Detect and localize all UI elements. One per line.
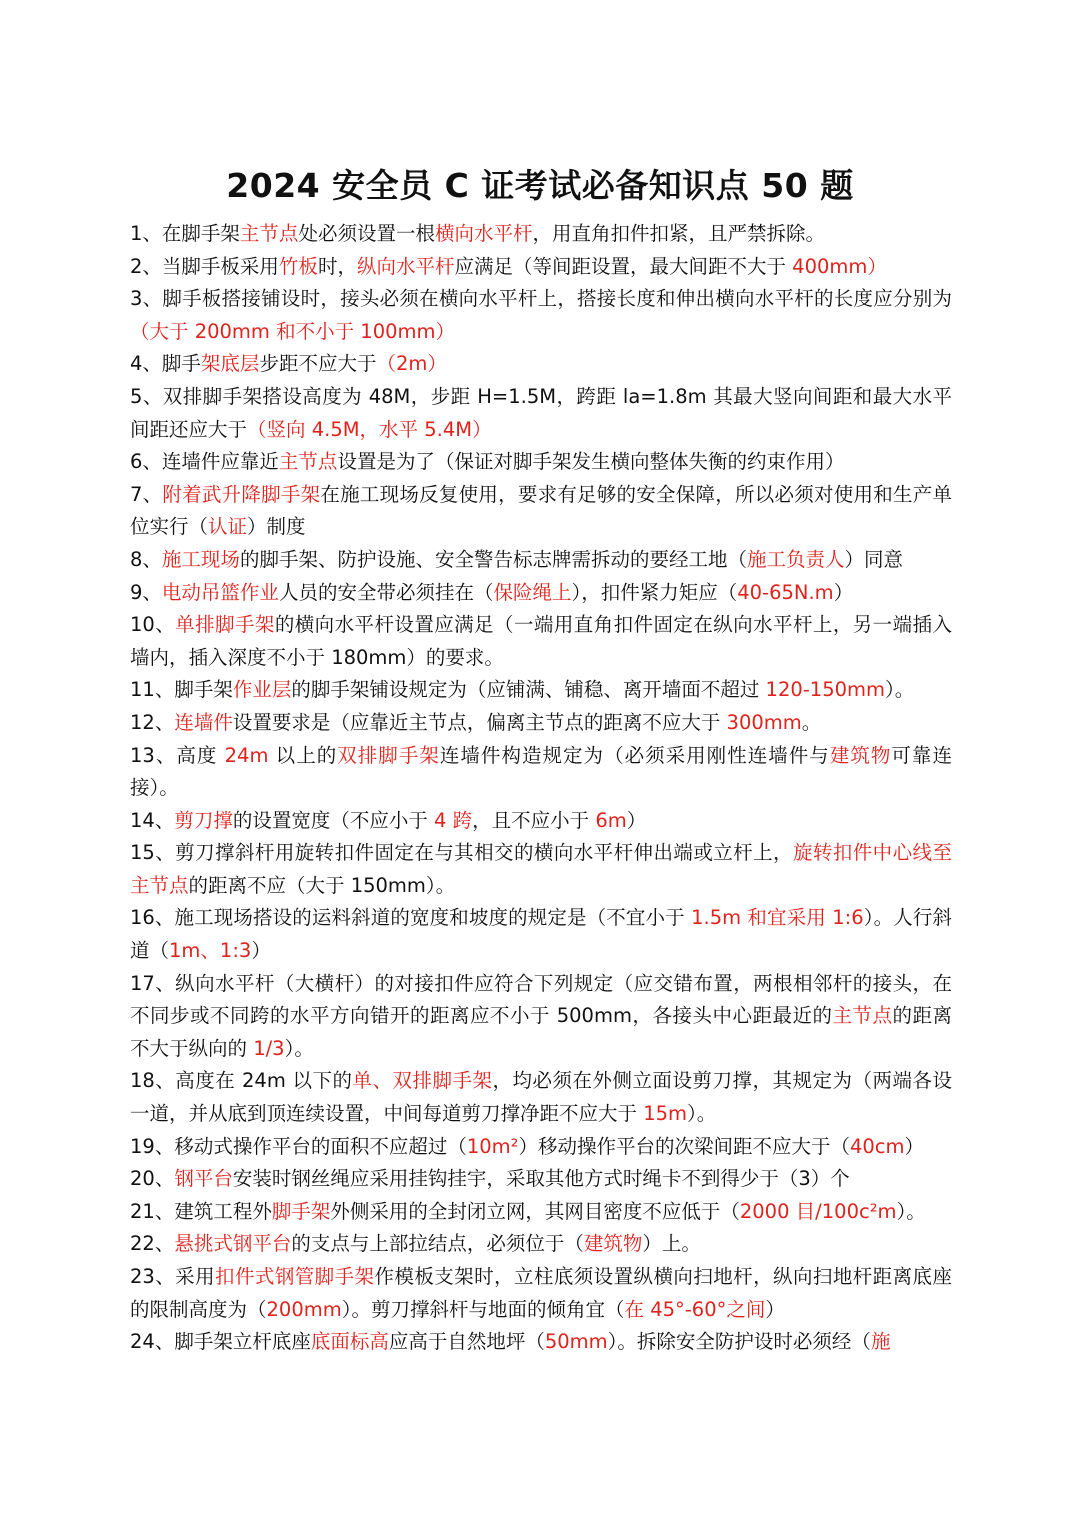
question-text: 的距离不大于纵向的 <box>130 1004 952 1060</box>
answer-highlight: （2m） <box>376 352 447 376</box>
answer-highlight: 2000 目/100c²m <box>739 1199 897 1223</box>
answer-highlight: 旋转扣件中心线至主节点 <box>130 841 952 897</box>
question-text: 设置是为了（保证对脚手架发生横向整体失衡的约束作用） <box>337 450 845 474</box>
answer-highlight: 竹板 <box>278 254 318 278</box>
answer-highlight: 1m、1:3 <box>169 939 252 963</box>
question-text: ） <box>765 1297 785 1321</box>
question-text: 设置要求是（应靠近主节点，偏离主节点的距离不应大于 <box>232 710 727 734</box>
question-item-16 <box>130 902 952 967</box>
answer-highlight: 连墙件 <box>174 710 233 734</box>
question-text: 在施工现场反复使用，要求有足够的安全保障，所以必须对使用和生产单位实行（ <box>130 482 952 539</box>
question-text: 11、脚手架 <box>130 678 233 702</box>
question-text: ，均必须在外侧立面设剪刀撑，其规定为（两端各设一道，并从底到顶连续设置，中间每道剪刀撑净距不应大于 <box>130 1069 952 1126</box>
question-item-23 <box>130 1261 952 1326</box>
question-text: 步距不应大于 <box>259 352 377 376</box>
answer-highlight: 50mm <box>544 1330 608 1354</box>
question-text: ）制度 <box>247 515 306 539</box>
question-text: 应高于自然地坪（ <box>388 1330 545 1354</box>
answer-highlight: 电动吊篮作业 <box>161 580 279 604</box>
answer-highlight: （竖向 4.5M，水平 5.4M） <box>247 417 492 441</box>
question-text: 17、纵向水平杆（大横杆）的对接扣件应符合下列规定（应交错布置，两根相邻杆的接头，在不同步或不同跨的水平方向错开的距离应不小于 500mm，各接头中心距最近的 <box>130 971 952 1028</box>
answer-highlight: 施 <box>870 1330 891 1354</box>
question-text: ） <box>904 1134 925 1158</box>
question-item-8 <box>130 544 952 577</box>
question-text: 1、在脚手架 <box>130 222 240 245</box>
answer-highlight: 底面标高 <box>310 1330 389 1354</box>
answer-highlight: 6m <box>595 808 627 832</box>
answer-highlight: 架底层 <box>200 352 260 376</box>
question-text: 的设置宽度（不应小于 <box>232 808 435 832</box>
answer-highlight: 主节点 <box>239 222 299 245</box>
question-text: 14、 <box>130 808 175 832</box>
question-item-7 <box>130 479 952 544</box>
question-text: 的支点与上部拉结点，必须位于（ <box>291 1232 584 1256</box>
question-text: 24、脚手架立杆底座 <box>130 1330 311 1354</box>
question-text: 19、移动式操作平台的面积不应超过（ <box>130 1134 467 1158</box>
answer-highlight: 施工现场 <box>161 547 240 571</box>
answer-highlight: 300mm <box>726 710 802 734</box>
question-item-9 <box>130 577 952 610</box>
answer-highlight: 双排脚手架 <box>337 743 440 767</box>
question-text: 22、 <box>130 1232 175 1256</box>
question-text: ）。拆除安全防护设时必须经（ <box>607 1330 871 1354</box>
question-item-15 <box>130 837 952 902</box>
answer-highlight: 400mm） <box>792 254 887 278</box>
question-text: ） <box>251 939 271 963</box>
question-text: 的脚手架、防护设施、安全警告标志牌需拆动的要经工地（ <box>239 547 747 571</box>
question-text: 安装时钢丝绳应采用挂钩挂宇，采取其他方式时绳卡不到得少于（3）个 <box>232 1167 850 1191</box>
question-text: ）上。 <box>642 1232 701 1256</box>
question-text: ）。 <box>284 1036 314 1060</box>
question-text: ）移动操作平台的次梁间距不应大于（ <box>518 1134 850 1158</box>
question-item-14 <box>130 805 952 838</box>
question-item-1 <box>130 218 952 251</box>
question-text: 可靠连接）。 <box>130 743 952 800</box>
question-text: 6、连墙件应靠近 <box>130 450 279 474</box>
document-title: 2024 安全员 C 证考试必备知识点 50 题 <box>226 166 854 206</box>
question-text: 15、剪刀撑斜杆用旋转扣件固定在与其相交的横向水平杆伸出端或立杆上， <box>130 841 793 865</box>
question-text: 连墙件构造规定为（必须采用刚性连墙件与 <box>439 743 830 767</box>
question-text: ）。 <box>896 1199 926 1223</box>
question-text: 以上的 <box>268 743 338 767</box>
answer-highlight: 悬挑式钢平台 <box>174 1232 292 1256</box>
question-text: 的横向水平杆设置应满足（一端用直角扣件固定在纵向水平杆上，另一端插入墙内，插入深度不小于 180mm）的要求。 <box>130 613 952 669</box>
question-item-24 <box>130 1326 952 1359</box>
question-text: 13、高度 <box>130 743 225 767</box>
question-text: 应满足（等间距设置，最大间距不大于 <box>454 254 793 278</box>
question-item-13 <box>130 740 952 805</box>
question-text: 18、高度在 24m 以下的 <box>130 1069 353 1093</box>
answer-highlight: 单排脚手架 <box>175 613 275 637</box>
question-text: ）同意 <box>844 547 903 571</box>
question-text: 的脚手架铺设规定为（应铺满、铺稳、离开墙面不超过 <box>291 678 766 702</box>
question-text: 10、 <box>130 613 176 637</box>
answer-highlight: 保险绳上 <box>493 580 572 604</box>
question-text: 。 <box>801 710 822 734</box>
answer-highlight: 建筑物 <box>829 743 892 767</box>
question-list <box>130 218 952 1359</box>
question-item-17 <box>130 968 952 1066</box>
question-text: 2、当脚手板采用 <box>130 254 279 278</box>
question-text: ，用直角扣件扣紧，且严禁拆除。 <box>532 222 825 245</box>
question-item-11 <box>130 674 952 707</box>
question-text: 7、 <box>130 482 163 506</box>
answer-highlight: 1/3 <box>253 1036 285 1060</box>
question-text: ），扣件紧力矩应（ <box>571 580 738 604</box>
answer-highlight: 建筑物 <box>583 1232 643 1256</box>
question-text: 5、双排脚手架搭设高度为 48M，步距 H=1.5M，跨距 la=1.8m 其最大竖向间距和最大水平间距还应大于 <box>130 384 952 441</box>
answer-highlight: 在 45°-60°之间 <box>624 1297 766 1321</box>
answer-highlight: 120-150mm <box>765 678 886 702</box>
answer-highlight: 认证 <box>208 515 248 539</box>
question-text: ）。 <box>687 1102 717 1126</box>
question-text: 4、脚手 <box>130 352 201 376</box>
question-text: 9、 <box>130 580 162 604</box>
question-text: 21、建筑工程外 <box>130 1199 272 1223</box>
question-text: 的距离不应（大于 150mm）。 <box>188 873 456 897</box>
answer-highlight: 4 跨 <box>434 808 473 832</box>
answer-highlight: 剪刀撑 <box>174 808 233 832</box>
answer-highlight: 15m <box>643 1102 688 1126</box>
question-text: 23、采用 <box>130 1265 216 1288</box>
answer-highlight: 纵向水平杆 <box>356 254 455 278</box>
question-item-18 <box>130 1065 952 1130</box>
answer-highlight: 40cm <box>849 1134 905 1158</box>
answer-highlight: （大于 200mm 和不小于 100mm） <box>130 319 456 343</box>
question-item-19 <box>130 1131 952 1164</box>
question-item-22 <box>130 1228 952 1261</box>
question-text: 16、施工现场搭设的运料斜道的宽度和坡度的规定是（不宜小于 <box>130 906 692 930</box>
question-text: 时， <box>317 254 357 278</box>
question-text: 3、脚手板搭接铺设时，接头必须在横向水平杆上，搭接长度和伸出横向水平杆的长度应分别为 <box>130 287 952 311</box>
question-item-6 <box>130 446 952 479</box>
question-item-4 <box>130 348 952 381</box>
question-text: 外侧采用的全封闭立网，其网目密度不应低于（ <box>330 1199 740 1223</box>
question-item-21 <box>130 1196 952 1229</box>
answer-highlight: 24m <box>224 743 269 767</box>
question-text: ）。人行斜道（ <box>130 906 952 963</box>
question-item-12 <box>130 707 952 740</box>
answer-highlight: 单、双排脚手架 <box>352 1069 493 1093</box>
answer-highlight: 横向水平杆 <box>434 222 533 245</box>
question-text: ，且不应小于 <box>472 808 596 832</box>
answer-highlight: 施工负责人 <box>746 547 845 571</box>
question-text: ） <box>626 808 647 832</box>
answer-highlight: 主节点 <box>832 1004 893 1028</box>
question-text: 8、 <box>130 547 162 571</box>
question-text: ） <box>833 580 854 604</box>
answer-highlight: 扣件式钢管脚手架 <box>215 1265 375 1288</box>
question-item-10 <box>130 609 952 674</box>
answer-highlight: 10m² <box>466 1134 519 1158</box>
answer-highlight: 主节点 <box>278 450 338 474</box>
answer-highlight: 附着武升降脚手架 <box>162 482 321 506</box>
question-text: 人员的安全带必须挂在（ <box>278 580 494 604</box>
question-text: 处必须设置一根 <box>298 222 435 245</box>
question-text: ）。剪刀撑斜杆与地面的倾角宜（ <box>341 1297 625 1321</box>
question-text: 作模板支架时，立柱底须设置纵横向扫地杆，纵向扫地杆距离底座的限制高度为（ <box>130 1265 952 1321</box>
question-item-2 <box>130 251 952 284</box>
answer-highlight: 200mm <box>266 1297 342 1321</box>
question-text: 12、 <box>130 710 175 734</box>
question-item-20 <box>130 1163 952 1196</box>
answer-highlight: 40-65N.m <box>737 580 834 604</box>
question-item-3 <box>130 283 952 348</box>
question-item-5 <box>130 381 952 446</box>
answer-highlight: 脚手架 <box>271 1199 331 1223</box>
answer-highlight: 1.5m 和宜采用 1:6 <box>691 906 864 930</box>
answer-highlight: 作业层 <box>232 678 292 702</box>
question-text: 20、 <box>130 1167 175 1191</box>
question-text: ）。 <box>885 678 915 702</box>
answer-highlight: 钢平台 <box>174 1167 233 1191</box>
